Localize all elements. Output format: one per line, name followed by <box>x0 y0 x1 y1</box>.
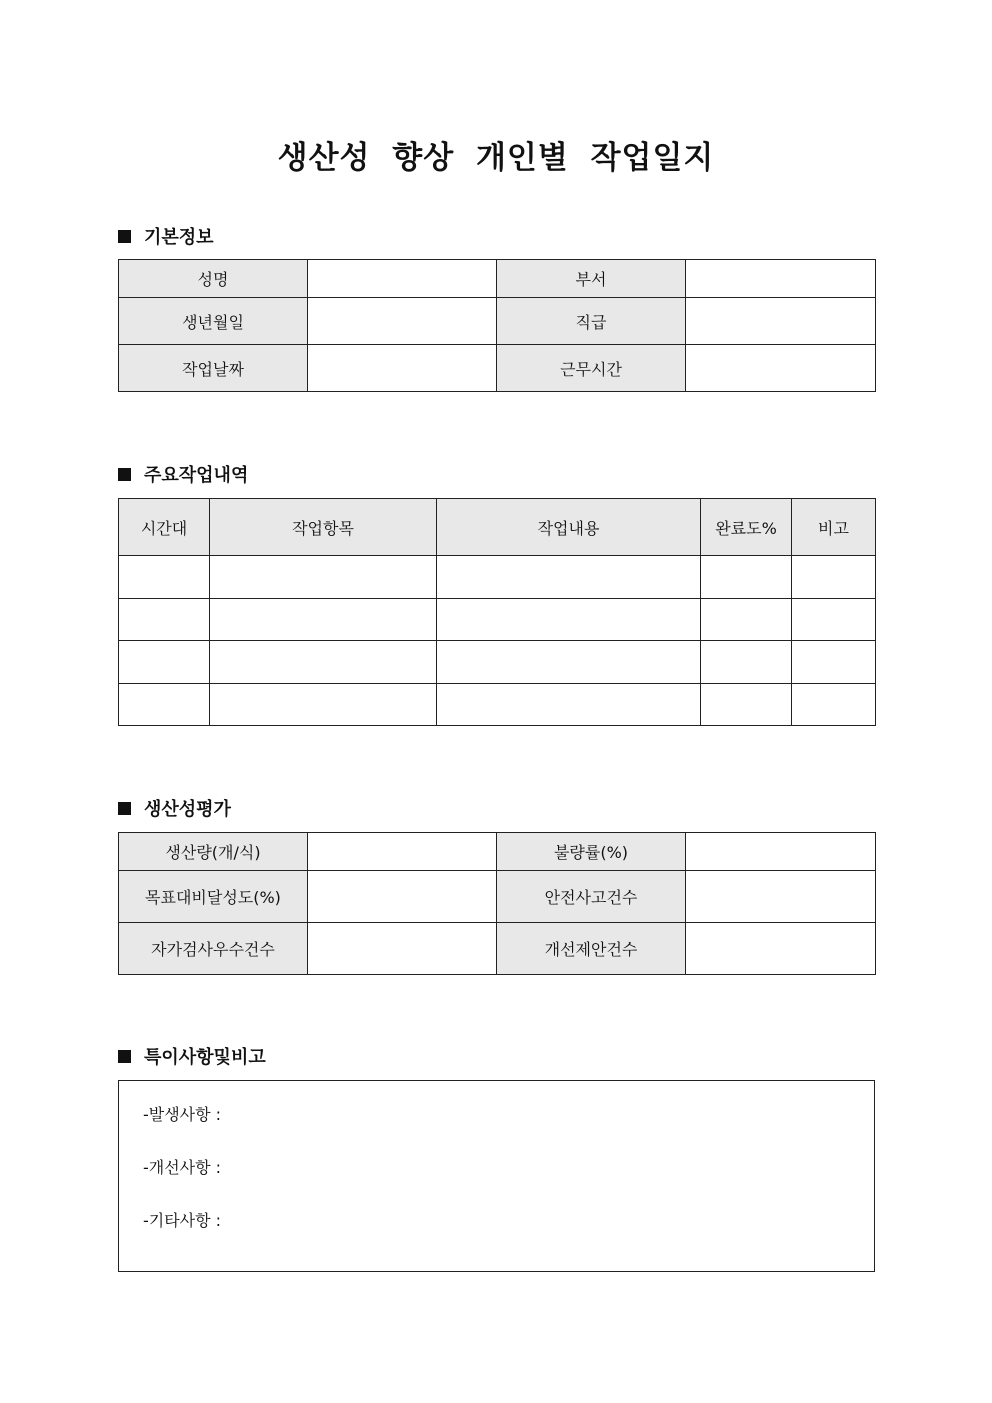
improvement-proposal-label: 개선제안건수 <box>497 923 686 975</box>
square-bullet-icon <box>118 1050 131 1063</box>
name-field[interactable] <box>308 260 497 298</box>
work-cell[interactable] <box>701 641 792 684</box>
section-basic-info <box>118 223 214 249</box>
work-cell[interactable] <box>792 641 876 684</box>
work-cell[interactable] <box>119 641 210 684</box>
work-hours-label: 근무시간 <box>497 345 686 392</box>
eval-table <box>118 832 876 975</box>
work-cell[interactable] <box>119 556 210 599</box>
square-bullet-icon <box>118 468 131 481</box>
target-achievement-field[interactable] <box>308 871 497 923</box>
section-productivity-eval-label: 생산성평가 <box>144 799 231 820</box>
defect-rate-field[interactable] <box>686 833 876 871</box>
square-bullet-icon <box>118 230 131 243</box>
section-productivity-eval <box>118 795 231 821</box>
remark-other: -기타사항 : <box>143 1211 222 1230</box>
work-cell[interactable] <box>119 599 210 641</box>
work-header-completion: 완료도% <box>701 499 792 556</box>
page-title: 생산성 향상 개인별 작업일지 <box>277 140 715 176</box>
remarks-box[interactable] <box>118 1080 875 1272</box>
section-main-work <box>118 461 248 487</box>
work-cell[interactable] <box>701 556 792 599</box>
work-cell[interactable] <box>792 599 876 641</box>
work-cell[interactable] <box>437 556 701 599</box>
target-achievement-label: 목표대비달성도(%) <box>119 871 308 923</box>
self-inspection-label: 자가검사우수건수 <box>119 923 308 975</box>
square-bullet-icon <box>118 802 131 815</box>
work-header-note: 비고 <box>792 499 876 556</box>
dept-label: 부서 <box>497 260 686 298</box>
work-cell[interactable] <box>437 599 701 641</box>
birth-field[interactable] <box>308 298 497 345</box>
work-cell[interactable] <box>210 641 437 684</box>
section-remarks <box>118 1043 266 1069</box>
self-inspection-field[interactable] <box>308 923 497 975</box>
table-row <box>119 684 876 726</box>
name-label: 성명 <box>119 260 308 298</box>
basic-info-table <box>118 259 876 392</box>
section-basic-info-label: 기본정보 <box>144 227 214 248</box>
work-cell[interactable] <box>701 684 792 726</box>
remark-occurrence: -발생사항 : <box>143 1105 222 1124</box>
work-cell[interactable] <box>210 556 437 599</box>
work-cell[interactable] <box>792 556 876 599</box>
work-cell[interactable] <box>701 599 792 641</box>
work-date-label: 작업날짜 <box>119 345 308 392</box>
birth-label: 생년월일 <box>119 298 308 345</box>
work-cell[interactable] <box>119 684 210 726</box>
work-table <box>118 498 876 726</box>
work-header-item: 작업항목 <box>210 499 437 556</box>
work-cell[interactable] <box>437 641 701 684</box>
dept-field[interactable] <box>686 260 876 298</box>
work-cell[interactable] <box>437 684 701 726</box>
work-cell[interactable] <box>210 599 437 641</box>
safety-incidents-field[interactable] <box>686 871 876 923</box>
section-remarks-label: 특이사항및비고 <box>144 1047 266 1068</box>
remark-improvement: -개선사항 : <box>143 1158 222 1177</box>
work-date-field[interactable] <box>308 345 497 392</box>
rank-label: 직급 <box>497 298 686 345</box>
work-cell[interactable] <box>210 684 437 726</box>
table-row <box>119 556 876 599</box>
work-cell[interactable] <box>792 684 876 726</box>
rank-field[interactable] <box>686 298 876 345</box>
table-row <box>119 599 876 641</box>
work-header-time: 시간대 <box>119 499 210 556</box>
output-label: 생산량(개/식) <box>119 833 308 871</box>
work-hours-field[interactable] <box>686 345 876 392</box>
work-header-content: 작업내용 <box>437 499 701 556</box>
section-main-work-label: 주요작업내역 <box>144 465 249 486</box>
safety-incidents-label: 안전사고건수 <box>497 871 686 923</box>
table-row <box>119 641 876 684</box>
defect-rate-label: 불량률(%) <box>497 833 686 871</box>
output-field[interactable] <box>308 833 497 871</box>
improvement-proposal-field[interactable] <box>686 923 876 975</box>
